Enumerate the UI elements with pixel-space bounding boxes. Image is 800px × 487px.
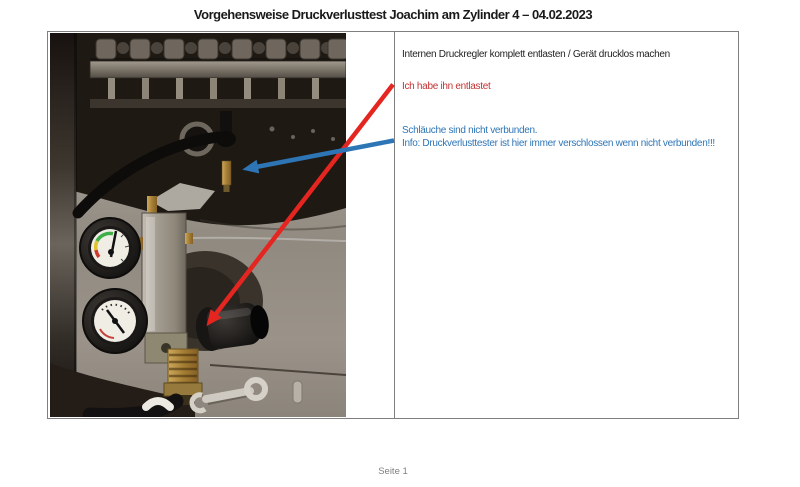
document-title: Vorgehensweise Druckverlusttest Joachim am Zylinder 4 – 04.02.2023 xyxy=(193,7,593,22)
photo-cell xyxy=(48,32,395,418)
fender-edge-shadow xyxy=(74,33,77,417)
blue-note-line1: Schläuche sind nicht verbunden. xyxy=(402,125,538,136)
red-note-text: Ich habe ihn entlastet xyxy=(402,81,491,92)
engine-photo xyxy=(50,33,346,417)
page-number: Seite 1 xyxy=(378,466,408,477)
blue-note-text xyxy=(402,124,734,150)
pressure-gauge-top xyxy=(80,218,140,278)
content-table xyxy=(47,31,739,419)
blue-note-line2: Info: Druckverlusttester ist hier immer verschlossen wenn nicht verbunden!!! xyxy=(402,138,715,149)
pressure-gauge-bottom xyxy=(83,289,147,353)
panel-bead xyxy=(293,381,302,403)
fender-edge xyxy=(50,33,76,417)
annotation-cell xyxy=(395,32,738,418)
instruction-text: Internen Druckregler komplett entlasten / Gerät drucklos machen xyxy=(402,49,670,60)
